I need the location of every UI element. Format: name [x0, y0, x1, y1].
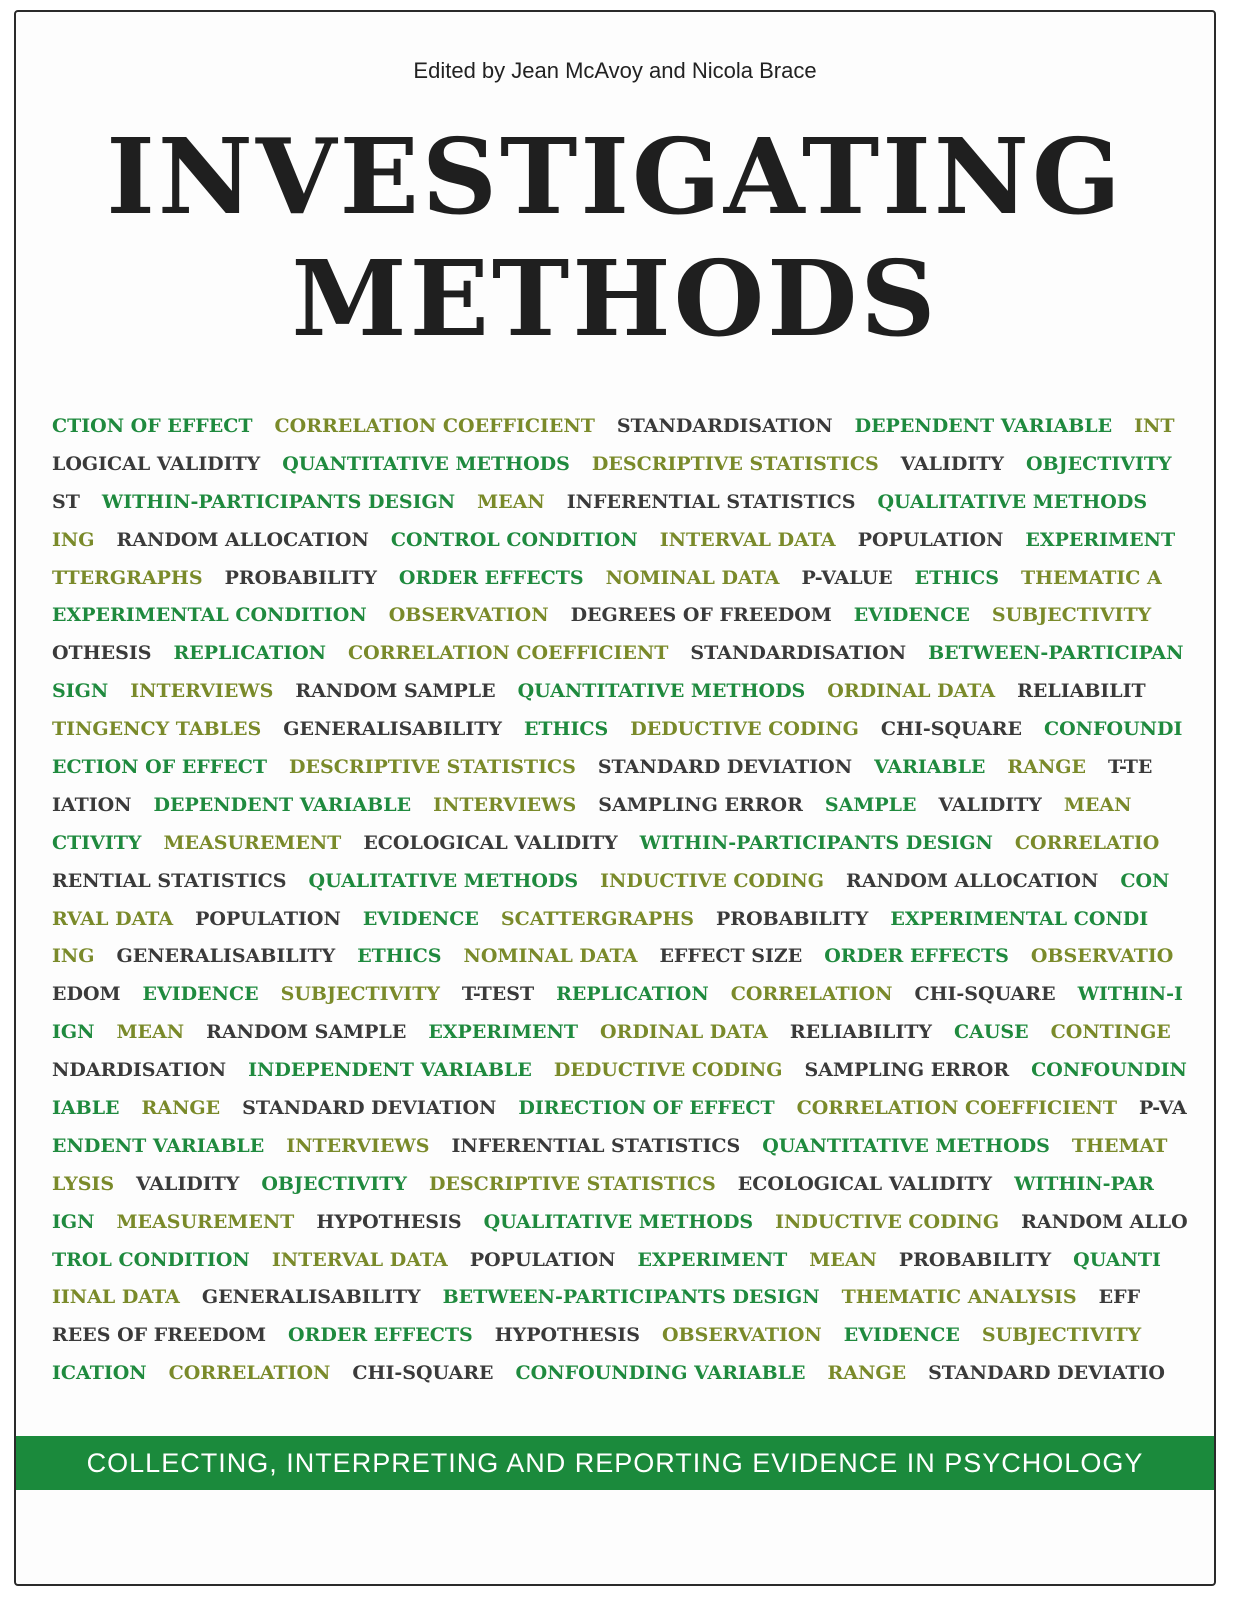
- keyword: REES OF FREEDOM: [52, 1324, 267, 1347]
- keyword: RANGE: [1007, 756, 1087, 779]
- keyword-row: [52, 863, 1192, 901]
- keyword-row: [52, 1166, 1192, 1204]
- keyword: INDUCTIVE CODING: [600, 869, 824, 892]
- keyword: HYPOTHESIS: [494, 1324, 640, 1347]
- keyword: CHI-SQUARE: [352, 1362, 494, 1385]
- keyword: RANDOM ALLO: [1021, 1210, 1188, 1233]
- keyword: REPLICATION: [173, 642, 327, 665]
- keyword: RENTIAL STATISTICS: [52, 869, 287, 892]
- keyword: EXPERIMENTAL CONDITION: [52, 604, 367, 627]
- keyword-row: [52, 1317, 1192, 1355]
- keyword: MEAN: [116, 1021, 185, 1044]
- keyword: OBSERVATION: [661, 1324, 822, 1347]
- keyword: RELIABILITY: [789, 1021, 932, 1044]
- keyword-row: [52, 1279, 1192, 1317]
- keyword: GENERALISABILITY: [283, 718, 502, 741]
- keyword: DESCRIPTIVE STATISTICS: [289, 756, 576, 779]
- keyword: QUANTITATIVE METHODS: [517, 680, 806, 703]
- keyword: QUALITATIVE METHODS: [308, 869, 579, 892]
- subtitle: COLLECTING, INTERPRETING AND REPORTING EVIDENCE IN PSYCHOLOGY: [86, 1448, 1144, 1478]
- keyword: STANDARD DEVIATIO: [928, 1362, 1165, 1385]
- keyword: SAMPLING ERROR: [804, 1059, 1010, 1082]
- keyword: EVIDENCE: [142, 983, 259, 1006]
- keyword: THEMATIC ANALYSIS: [841, 1286, 1077, 1309]
- keyword: SUBJECTIVITY: [981, 1324, 1142, 1347]
- keyword-row: [52, 976, 1192, 1014]
- keyword: EXPERIMENT: [1025, 528, 1176, 551]
- keyword-row: [52, 1090, 1192, 1128]
- keyword: INFERENTIAL STATISTICS: [566, 490, 856, 513]
- keyword: BETWEEN-PARTICIPAN: [928, 642, 1184, 665]
- keyword: ORDINAL DATA: [600, 1021, 768, 1044]
- keyword: T-TE: [1108, 756, 1153, 779]
- keyword: DEDUCTIVE CODING: [553, 1059, 783, 1082]
- keyword: CHI-SQUARE: [880, 718, 1022, 741]
- keyword: SUBJECTIVITY: [280, 983, 440, 1006]
- keyword: MEAN: [1063, 793, 1132, 816]
- keyword: VALIDITY: [900, 452, 1004, 475]
- keyword: EDOM: [52, 983, 121, 1006]
- keyword: P-VALUE: [801, 566, 893, 589]
- keyword-row: [52, 1052, 1192, 1090]
- keyword: DIRECTION OF EFFECT: [518, 1097, 775, 1120]
- keyword: TROL CONDITION: [52, 1248, 250, 1271]
- editors-line: Edited by Jean McAvoy and Nicola Brace: [413, 58, 817, 83]
- subtitle-band: [16, 1436, 1214, 1490]
- keyword-row: [52, 560, 1192, 598]
- keyword: DEPENDENT VARIABLE: [153, 793, 412, 816]
- keyword: CORRELATION COEFFICIENT: [348, 642, 669, 665]
- keyword: REPLICATION: [556, 983, 709, 1006]
- keyword: VALIDITY: [938, 793, 1042, 816]
- keyword: SAMPLING ERROR: [598, 793, 803, 816]
- keyword: BETWEEN-PARTICIPANTS DESIGN: [442, 1286, 820, 1309]
- keyword: TINGENCY TABLES: [52, 718, 262, 741]
- keyword: P-VA: [1138, 1097, 1187, 1120]
- keyword: GENERALISABILITY: [116, 945, 336, 968]
- keyword: CORRELATION COEFFICIENT: [796, 1097, 1117, 1120]
- keyword: OTHESIS: [52, 642, 152, 665]
- keyword-row: [52, 749, 1192, 787]
- keyword: RELIABILIT: [1017, 680, 1146, 703]
- keyword: ORDER EFFECTS: [398, 566, 584, 589]
- keyword-row: [52, 825, 1192, 863]
- keyword: ENDENT VARIABLE: [52, 1134, 265, 1157]
- keyword: IGN: [52, 1021, 95, 1044]
- keyword: POPULATION: [857, 528, 1004, 551]
- keyword: RANGE: [827, 1362, 907, 1385]
- keyword: LYSIS: [52, 1172, 115, 1195]
- keyword: ORDER EFFECTS: [288, 1324, 473, 1347]
- keyword-row: [52, 901, 1192, 939]
- keyword: ST: [52, 490, 80, 513]
- keyword: CAUSE: [954, 1021, 1029, 1044]
- keyword: ETHICS: [357, 945, 442, 968]
- keyword: THEMATIC A: [1020, 566, 1162, 589]
- keyword: MEAN: [477, 490, 545, 513]
- keyword-row: [52, 597, 1192, 635]
- keyword: HYPOTHESIS: [316, 1210, 462, 1233]
- keyword: POPULATION: [195, 907, 341, 930]
- keyword-grid: [52, 408, 1192, 1393]
- keyword: WITHIN-PAR: [1014, 1172, 1154, 1195]
- keyword-row: [52, 711, 1192, 749]
- keyword: CTION OF EFFECT: [52, 415, 253, 437]
- keyword: MEAN: [809, 1248, 877, 1271]
- keyword: QUALITATIVE METHODS: [877, 490, 1148, 513]
- keyword: WITHIN-PARTICIPANTS DESIGN: [101, 490, 456, 513]
- keyword: T-TEST: [461, 983, 535, 1006]
- keyword: OBJECTIVITY: [261, 1172, 407, 1195]
- keyword: STANDARDISATION: [690, 642, 907, 665]
- keyword: EXPERIMENT: [637, 1248, 788, 1271]
- keyword: MEASUREMENT: [163, 831, 342, 854]
- keyword: ORDER EFFECTS: [824, 945, 1009, 968]
- title-line-1: INVESTIGATING: [106, 115, 1124, 238]
- keyword: SAMPLE: [824, 793, 917, 816]
- keyword: IABLE: [52, 1097, 120, 1120]
- keyword: RANGE: [141, 1097, 221, 1120]
- keyword: EVIDENCE: [843, 1324, 960, 1347]
- keyword: STANDARD DEVIATION: [242, 1097, 497, 1120]
- keyword: IGN: [52, 1210, 95, 1233]
- keyword: TTERGRAPHS: [52, 566, 203, 589]
- keyword: THEMAT: [1071, 1134, 1168, 1157]
- keyword-row: [52, 408, 1192, 446]
- keyword-row: [52, 1204, 1192, 1242]
- keyword: EVIDENCE: [853, 604, 970, 627]
- keyword: CONFOUNDIN: [1031, 1059, 1187, 1082]
- keyword: QUANTITATIVE METHODS: [762, 1134, 1050, 1157]
- keyword: EVIDENCE: [362, 907, 479, 930]
- keyword: EFF: [1098, 1286, 1141, 1309]
- keyword-row: [52, 484, 1192, 522]
- keyword-row: [52, 673, 1192, 711]
- keyword: SCATTERGRAPHS: [500, 907, 695, 930]
- keyword: CONTROL CONDITION: [390, 528, 638, 551]
- keyword: INFERENTIAL STATISTICS: [451, 1134, 741, 1157]
- keyword: CON: [1120, 869, 1170, 892]
- keyword-row: [52, 787, 1192, 825]
- title-line-2: METHODS: [291, 237, 939, 360]
- keyword: QUANTITATIVE METHODS: [282, 452, 570, 475]
- keyword-row: [52, 1355, 1192, 1393]
- keyword: OBSERVATION: [388, 604, 549, 627]
- keyword: GENERALISABILITY: [201, 1286, 421, 1309]
- keyword: CHI-SQUARE: [914, 983, 1056, 1006]
- keyword: QUALITATIVE METHODS: [483, 1210, 754, 1233]
- keyword-row: [52, 938, 1192, 976]
- keyword: STANDARDISATION: [616, 415, 833, 437]
- keyword: DEPENDENT VARIABLE: [854, 415, 1113, 437]
- keyword: ECTION OF EFFECT: [52, 756, 268, 779]
- keyword: CONFOUNDING VARIABLE: [515, 1362, 806, 1385]
- keyword: CORRELATIO: [1014, 831, 1160, 854]
- keyword: WITHIN-PARTICIPANTS DESIGN: [639, 831, 993, 854]
- keyword: DESCRIPTIVE STATISTICS: [428, 1172, 716, 1195]
- keyword: EXPERIMENTAL CONDI: [890, 907, 1149, 930]
- keyword: RVAL DATA: [52, 907, 174, 930]
- keyword: SUBJECTIVITY: [991, 604, 1152, 627]
- keyword: PROBABILITY: [898, 1248, 1052, 1271]
- keyword: ING: [52, 945, 95, 968]
- keyword: CORRELATION COEFFICIENT: [274, 415, 595, 437]
- keyword: ICATION: [52, 1362, 147, 1385]
- keyword: DESCRIPTIVE STATISTICS: [591, 452, 879, 475]
- keyword: INTERVIEWS: [286, 1134, 430, 1157]
- keyword: EFFECT SIZE: [659, 945, 803, 968]
- keyword: INDEPENDENT VARIABLE: [248, 1059, 532, 1082]
- keyword: INTERVAL DATA: [271, 1248, 448, 1271]
- keyword: ING: [52, 528, 95, 551]
- keyword: EXPERIMENT: [428, 1021, 579, 1044]
- keyword: CTIVITY: [52, 831, 142, 854]
- keyword: INTERVAL DATA: [659, 528, 836, 551]
- keyword: CORRELATION: [730, 983, 893, 1006]
- keyword: NDARDISATION: [52, 1059, 227, 1082]
- keyword: IATION: [52, 793, 132, 816]
- keyword: RANDOM SAMPLE: [206, 1021, 407, 1044]
- keyword: LOGICAL VALIDITY: [52, 452, 261, 475]
- keyword: PROBABILITY: [224, 566, 377, 589]
- keyword: OBSERVATIO: [1030, 945, 1174, 968]
- keyword-row: [52, 1128, 1192, 1166]
- keyword: RANDOM ALLOCATION: [846, 869, 1099, 892]
- keyword: ECOLOGICAL VALIDITY: [363, 831, 618, 854]
- keyword: NOMINAL DATA: [605, 566, 780, 589]
- keyword: DEDUCTIVE CODING: [630, 718, 859, 741]
- keyword: STANDARD DEVIATION: [597, 756, 853, 779]
- book-cover: [14, 10, 1216, 1586]
- keyword: CORRELATION: [168, 1362, 331, 1385]
- keyword-row: [52, 522, 1192, 560]
- keyword-row: [52, 635, 1192, 673]
- keyword-row: [52, 1242, 1192, 1280]
- keyword: CONTINGE: [1050, 1021, 1171, 1044]
- keyword: INTERVIEWS: [130, 680, 274, 703]
- keyword: PROBABILITY: [716, 907, 869, 930]
- keyword: OBJECTIVITY: [1026, 452, 1172, 475]
- keyword: INTERVIEWS: [433, 793, 577, 816]
- keyword: MEASUREMENT: [116, 1210, 295, 1233]
- keyword: VALIDITY: [136, 1172, 240, 1195]
- keyword: NOMINAL DATA: [463, 945, 638, 968]
- keyword: QUANTI: [1073, 1248, 1161, 1271]
- keyword: IINAL DATA: [52, 1286, 180, 1309]
- keyword: WITHIN-I: [1077, 983, 1183, 1006]
- keyword: DEGREES OF FREEDOM: [570, 604, 832, 627]
- keyword: POPULATION: [469, 1248, 616, 1271]
- keyword-row: [52, 446, 1192, 484]
- keyword: ECOLOGICAL VALIDITY: [737, 1172, 993, 1195]
- keyword: INT: [1134, 415, 1175, 437]
- keyword-row: [52, 1014, 1192, 1052]
- keyword: ORDINAL DATA: [827, 680, 996, 703]
- keyword: ETHICS: [914, 566, 999, 589]
- keyword: RANDOM ALLOCATION: [116, 528, 369, 551]
- keyword: RANDOM SAMPLE: [295, 680, 496, 703]
- keyword: CONFOUNDI: [1044, 718, 1183, 741]
- keyword: INDUCTIVE CODING: [775, 1210, 1000, 1233]
- keyword: SIGN: [52, 680, 109, 703]
- keyword: ETHICS: [523, 718, 609, 741]
- keyword: VARIABLE: [874, 756, 986, 779]
